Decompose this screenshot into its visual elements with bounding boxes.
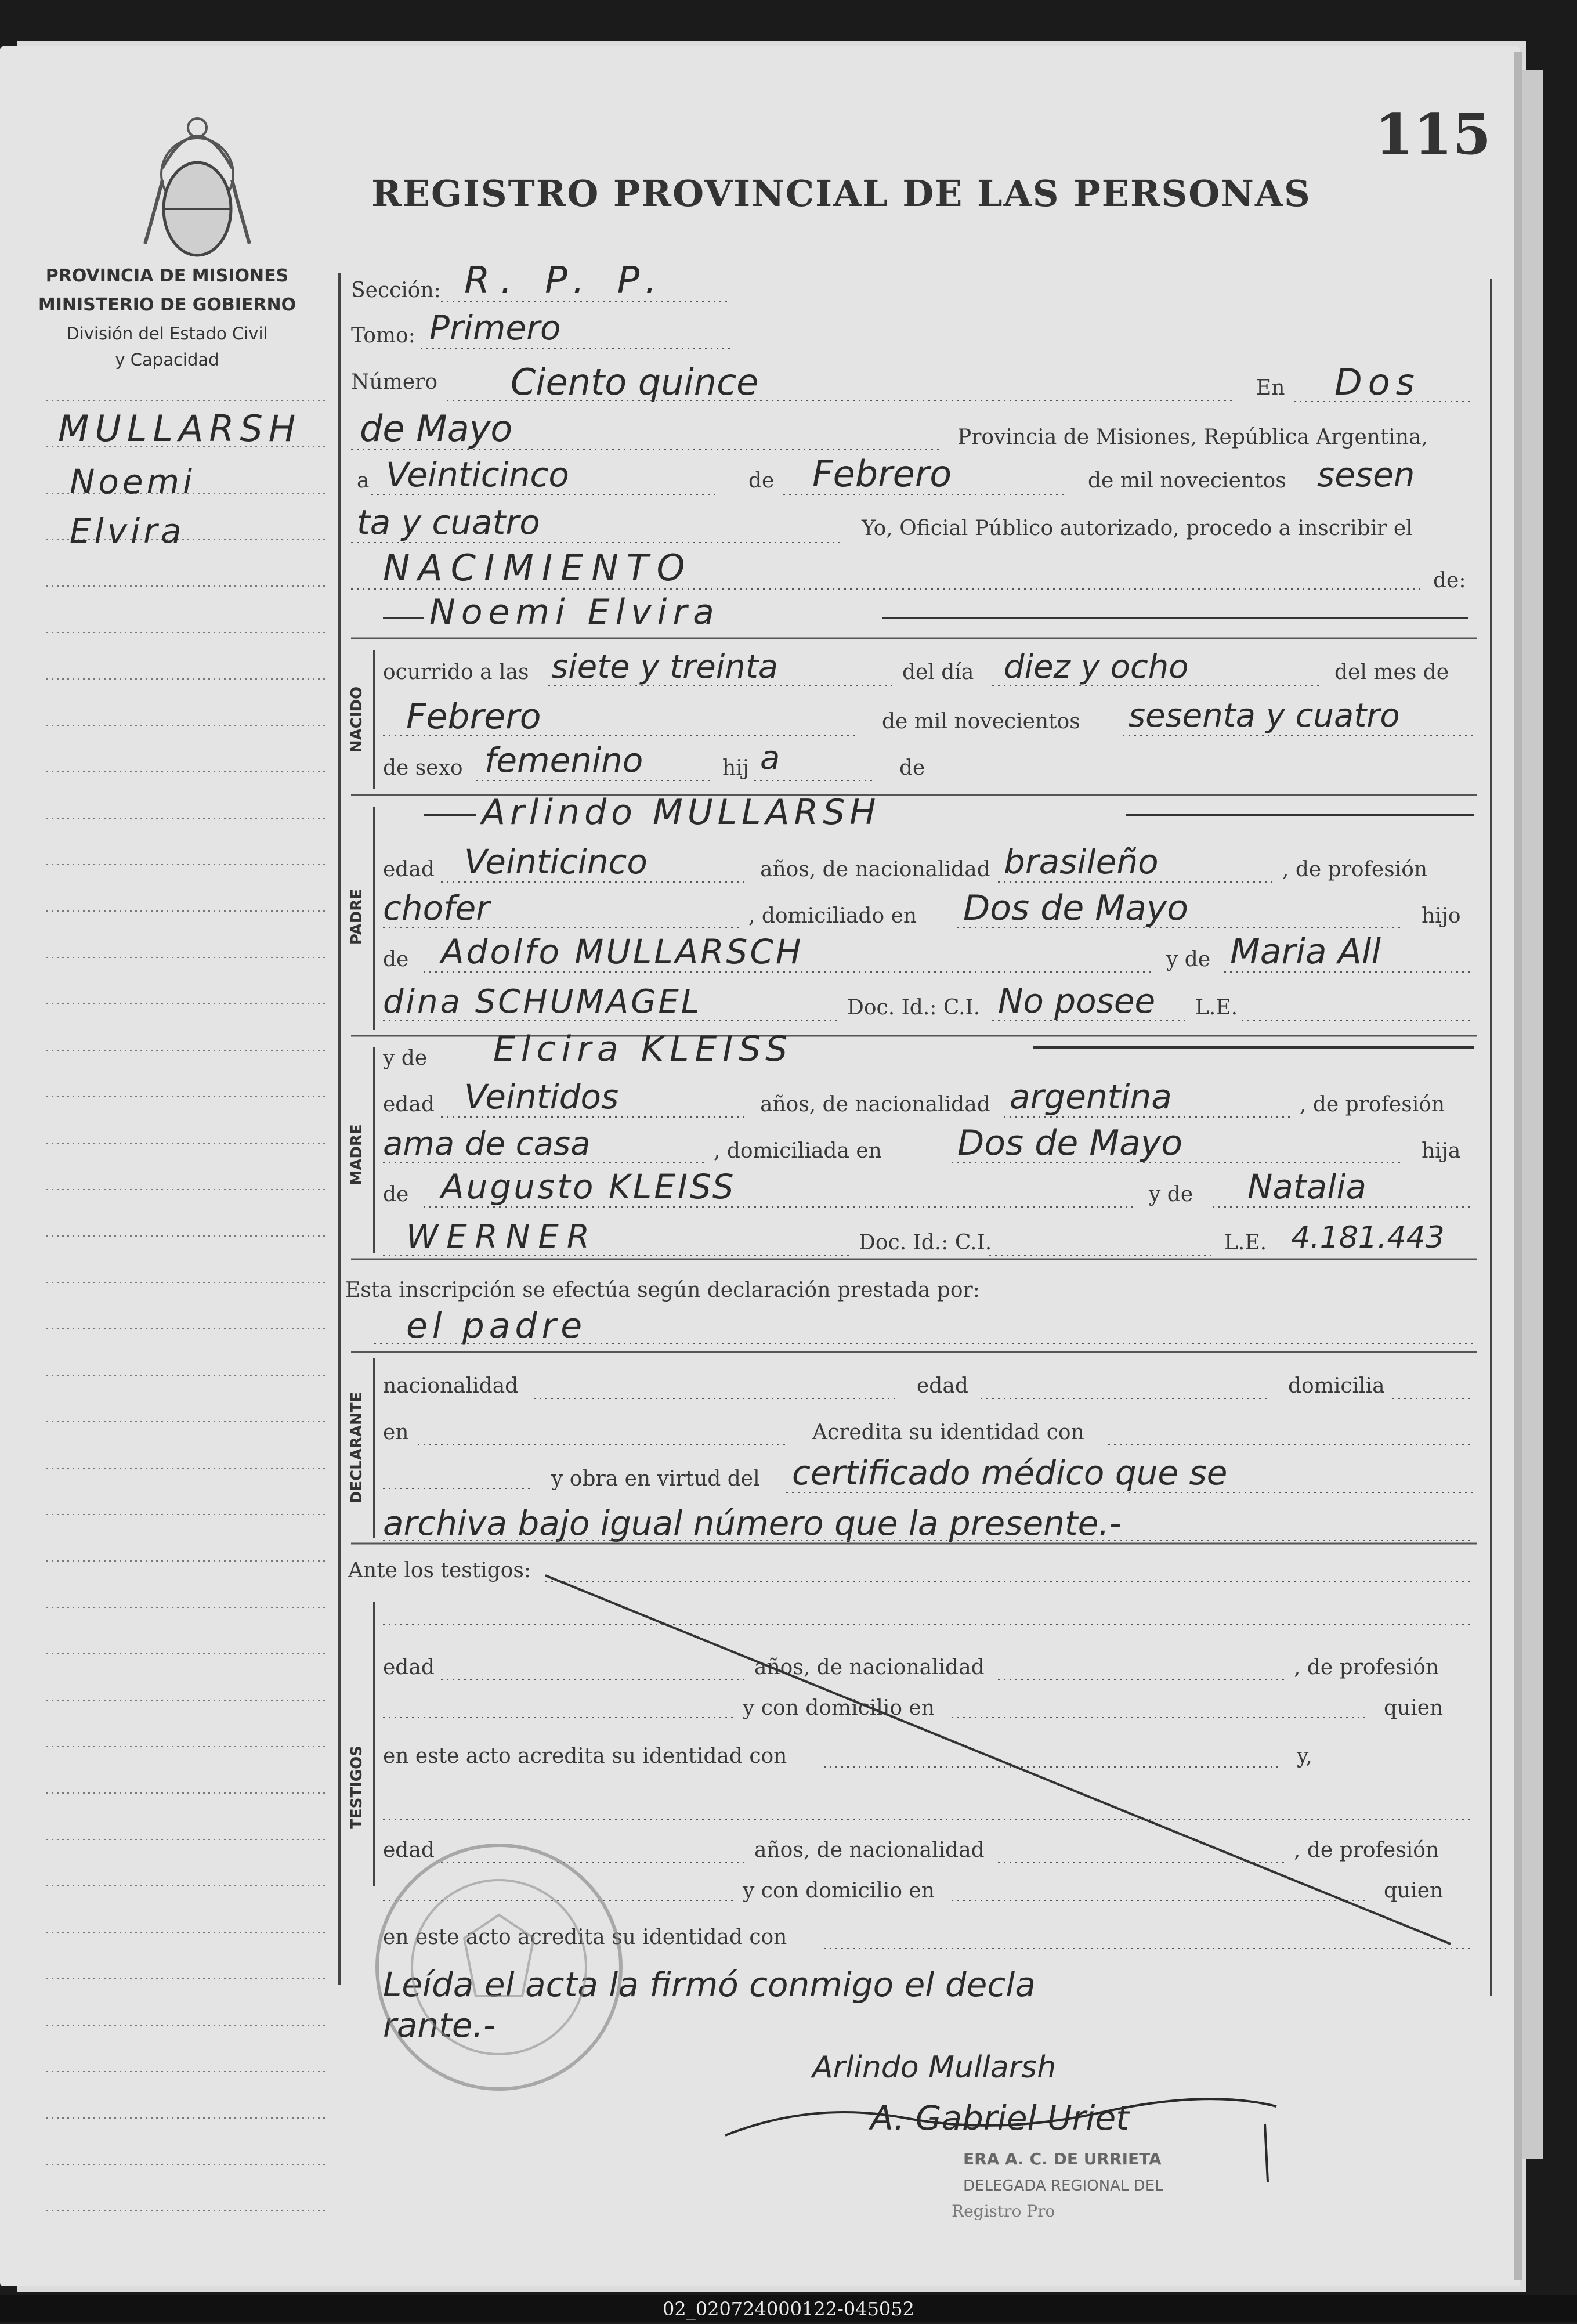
svg-text:de: de bbox=[383, 1183, 409, 1206]
svg-text:años, de nacionalidad: años, de nacionalidad bbox=[754, 1838, 985, 1862]
svg-text:Yo, Oficial Público autorizado: Yo, Oficial Público autorizado, procedo a inscribir el bbox=[862, 516, 1413, 540]
official-org-stamp: Registro Pro bbox=[952, 2202, 1055, 2221]
svg-text:Noemi Elvira: Noemi Elvira bbox=[429, 592, 720, 632]
svg-text:Doc. Id.: C.I.: Doc. Id.: C.I. bbox=[847, 996, 981, 1020]
svg-text:edad: edad bbox=[383, 1838, 435, 1862]
svg-text:Dos: Dos bbox=[1334, 361, 1420, 403]
svg-text:Veinticinco: Veinticinco bbox=[386, 455, 569, 494]
svg-text:y con domicilio en: y con domicilio en bbox=[743, 1879, 935, 1903]
section-label-nacido: NACIDO bbox=[348, 686, 366, 753]
svg-text:Sección:: Sección: bbox=[351, 279, 441, 302]
svg-text:y,: y, bbox=[1297, 1744, 1312, 1768]
svg-text:a: a bbox=[760, 739, 780, 777]
svg-text:WERNER: WERNER bbox=[406, 1218, 598, 1256]
svg-text:años, de nacionalidad: años, de nacionalidad bbox=[760, 1093, 990, 1116]
svg-text:Tomo:: Tomo: bbox=[351, 324, 415, 348]
svg-text:Provincia de Misiones, Repúbli: Provincia de Misiones, República Argentina, bbox=[957, 425, 1428, 449]
svg-text:Número: Número bbox=[351, 370, 438, 394]
svg-text:NACIMIENTO: NACIMIENTO bbox=[383, 547, 693, 589]
svg-text:y obra en virtud del: y obra en virtud del bbox=[551, 1467, 760, 1491]
svg-text:edad: edad bbox=[917, 1374, 968, 1398]
svg-text:archiva bajo igual número que: archiva bajo igual número que la presente.- bbox=[383, 1503, 1122, 1543]
svg-text:Elcira KLEISS: Elcira KLEISS bbox=[493, 1029, 794, 1069]
svg-text:PROVINCIA DE MISIONES: PROVINCIA DE MISIONES bbox=[45, 266, 289, 286]
svg-text:quien: quien bbox=[1384, 1879, 1444, 1903]
svg-text:diez y ocho: diez y ocho bbox=[1004, 648, 1189, 686]
svg-text:de: de bbox=[899, 756, 925, 780]
section-label-declarante: DECLARANTE bbox=[348, 1391, 366, 1504]
svg-text:Maria All: Maria All bbox=[1230, 931, 1381, 972]
svg-text:Adolfo MULLARSCH: Adolfo MULLARSCH bbox=[441, 932, 804, 971]
official-signature: A. Gabriel Uriet bbox=[870, 2098, 1129, 2138]
svg-text:, de profesión: , de profesión bbox=[1282, 858, 1428, 881]
svg-text:domicilia: domicilia bbox=[1288, 1374, 1385, 1398]
svg-text:de sexo: de sexo bbox=[383, 756, 463, 780]
svg-text:R. P. P.: R. P. P. bbox=[464, 259, 667, 302]
svg-text:, de profesión: , de profesión bbox=[1294, 1838, 1439, 1862]
svg-text:Acredita su identidad con: Acredita su identidad con bbox=[812, 1421, 1084, 1444]
svg-text:en este acto acredita su ident: en este acto acredita su identidad con bbox=[383, 1925, 787, 1949]
svg-text:femenino: femenino bbox=[484, 740, 643, 780]
svg-text:L.E.: L.E. bbox=[1224, 1231, 1267, 1255]
svg-text:Dos de Mayo: Dos de Mayo bbox=[957, 1123, 1183, 1163]
section-label-madre: MADRE bbox=[348, 1124, 366, 1186]
svg-text:nacionalidad: nacionalidad bbox=[383, 1374, 519, 1398]
svg-text:chofer: chofer bbox=[383, 888, 490, 928]
svg-text:, de profesión: , de profesión bbox=[1300, 1093, 1445, 1116]
svg-text:y de: y de bbox=[383, 1046, 428, 1070]
section-label-testigos: TESTIGOS bbox=[348, 1745, 366, 1829]
svg-text:L.E.: L.E. bbox=[1195, 996, 1238, 1020]
svg-text:Febrero: Febrero bbox=[812, 453, 952, 495]
svg-text:hijo: hijo bbox=[1422, 904, 1461, 928]
svg-text:hij: hij bbox=[722, 756, 749, 780]
official-name-stamp: ERA A. C. DE URRIETA bbox=[963, 2149, 1162, 2168]
svg-text:de Mayo: de Mayo bbox=[360, 407, 513, 450]
svg-text:del mes de: del mes de bbox=[1334, 660, 1449, 684]
svg-text:Leída el acta la firmó conmigo: Leída el acta la firmó conmigo el decla bbox=[383, 1965, 1036, 2004]
svg-text:y Capacidad: y Capacidad bbox=[115, 350, 219, 370]
svg-text:Doc. Id.: C.I.: Doc. Id.: C.I. bbox=[859, 1231, 992, 1255]
svg-text:dina SCHUMAGEL: dina SCHUMAGEL bbox=[383, 983, 702, 1021]
file-code: 02_020724000122-045052 bbox=[663, 2298, 914, 2320]
section-label-padre: PADRE bbox=[348, 888, 366, 945]
svg-text:de mil novecientos: de mil novecientos bbox=[882, 710, 1080, 733]
svg-text:Ante los testigos:: Ante los testigos: bbox=[348, 1559, 531, 1582]
svg-text:Febrero: Febrero bbox=[406, 696, 541, 737]
svg-text:Noemi: Noemi bbox=[70, 462, 196, 501]
svg-text:MINISTERIO DE GOBIERNO: MINISTERIO DE GOBIERNO bbox=[38, 295, 296, 315]
svg-text:edad: edad bbox=[383, 1093, 435, 1116]
svg-text:Natalia: Natalia bbox=[1247, 1167, 1366, 1206]
svg-text:el padre: el padre bbox=[406, 1306, 587, 1346]
svg-text:brasileño: brasileño bbox=[1004, 842, 1159, 881]
svg-text:, domiciliado en: , domiciliado en bbox=[748, 904, 917, 928]
svg-text:rante.-: rante.- bbox=[383, 2005, 495, 2045]
svg-text:y de: y de bbox=[1166, 948, 1211, 971]
svg-text:4.181.443: 4.181.443 bbox=[1291, 1220, 1445, 1255]
svg-text:de: de bbox=[748, 469, 775, 493]
svg-text:División del Estado Civil: División del Estado Civil bbox=[66, 324, 268, 344]
svg-text:ta y cuatro: ta y cuatro bbox=[357, 503, 540, 542]
svg-text:en: en bbox=[383, 1421, 409, 1444]
svg-text:Arlindo MULLARSH: Arlindo MULLARSH bbox=[482, 792, 881, 833]
svg-text:, de profesión: , de profesión bbox=[1294, 1656, 1439, 1679]
svg-text:Elvira: Elvira bbox=[70, 511, 185, 551]
svg-text:certificado médico que se: certificado médico que se bbox=[792, 1453, 1228, 1492]
svg-text:en este acto acredita su ident: en este acto acredita su identidad con bbox=[383, 1744, 787, 1768]
svg-text:años, de nacionalidad: años, de nacionalidad bbox=[760, 858, 990, 881]
svg-text:Veintidos: Veintidos bbox=[464, 1077, 619, 1116]
svg-text:edad: edad bbox=[383, 1656, 435, 1679]
svg-text:MULLARSH: MULLARSH bbox=[58, 407, 302, 450]
svg-text:de: de bbox=[383, 948, 409, 971]
svg-text:Augusto KLEISS: Augusto KLEISS bbox=[441, 1167, 736, 1206]
svg-text:No posee: No posee bbox=[998, 981, 1156, 1021]
page-number: 115 bbox=[1375, 102, 1491, 167]
declarant-signature: Arlindo Mullarsh bbox=[812, 2050, 1057, 2085]
svg-text:sesen: sesen bbox=[1317, 455, 1415, 494]
svg-text:y con domicilio en: y con domicilio en bbox=[743, 1696, 935, 1720]
svg-text:años, de nacionalidad: años, de nacionalidad bbox=[754, 1656, 985, 1679]
svg-text:Veinticinco: Veinticinco bbox=[464, 842, 648, 881]
svg-text:ocurrido a las: ocurrido a las bbox=[383, 660, 529, 684]
svg-text:Esta inscripción se efectúa se: Esta inscripción se efectúa según declaración prestada por: bbox=[345, 1278, 980, 1302]
svg-text:, domiciliada en: , domiciliada en bbox=[714, 1139, 882, 1163]
svg-text:ama de casa: ama de casa bbox=[383, 1125, 591, 1163]
svg-text:hija: hija bbox=[1422, 1139, 1461, 1163]
svg-text:siete y treinta: siete y treinta bbox=[551, 648, 779, 686]
official-title-stamp: DELEGADA REGIONAL DEL bbox=[963, 2177, 1163, 2195]
svg-text:y de: y de bbox=[1149, 1183, 1193, 1206]
svg-text:Primero: Primero bbox=[429, 308, 561, 348]
svg-text:Dos de Mayo: Dos de Mayo bbox=[963, 888, 1189, 928]
svg-text:del día: del día bbox=[902, 660, 974, 684]
svg-text:de mil novecientos: de mil novecientos bbox=[1088, 469, 1286, 493]
page-title: REGISTRO PROVINCIAL DE LAS PERSONAS bbox=[371, 172, 1311, 215]
svg-text:argentina: argentina bbox=[1010, 1077, 1172, 1116]
svg-text:sesenta y cuatro: sesenta y cuatro bbox=[1129, 697, 1400, 735]
svg-text:En: En bbox=[1256, 376, 1285, 400]
svg-text:a: a bbox=[357, 469, 370, 493]
svg-text:quien: quien bbox=[1384, 1696, 1444, 1720]
svg-text:de:: de: bbox=[1433, 569, 1466, 592]
svg-text:Ciento quince: Ciento quince bbox=[511, 361, 759, 403]
svg-text:edad: edad bbox=[383, 858, 435, 881]
